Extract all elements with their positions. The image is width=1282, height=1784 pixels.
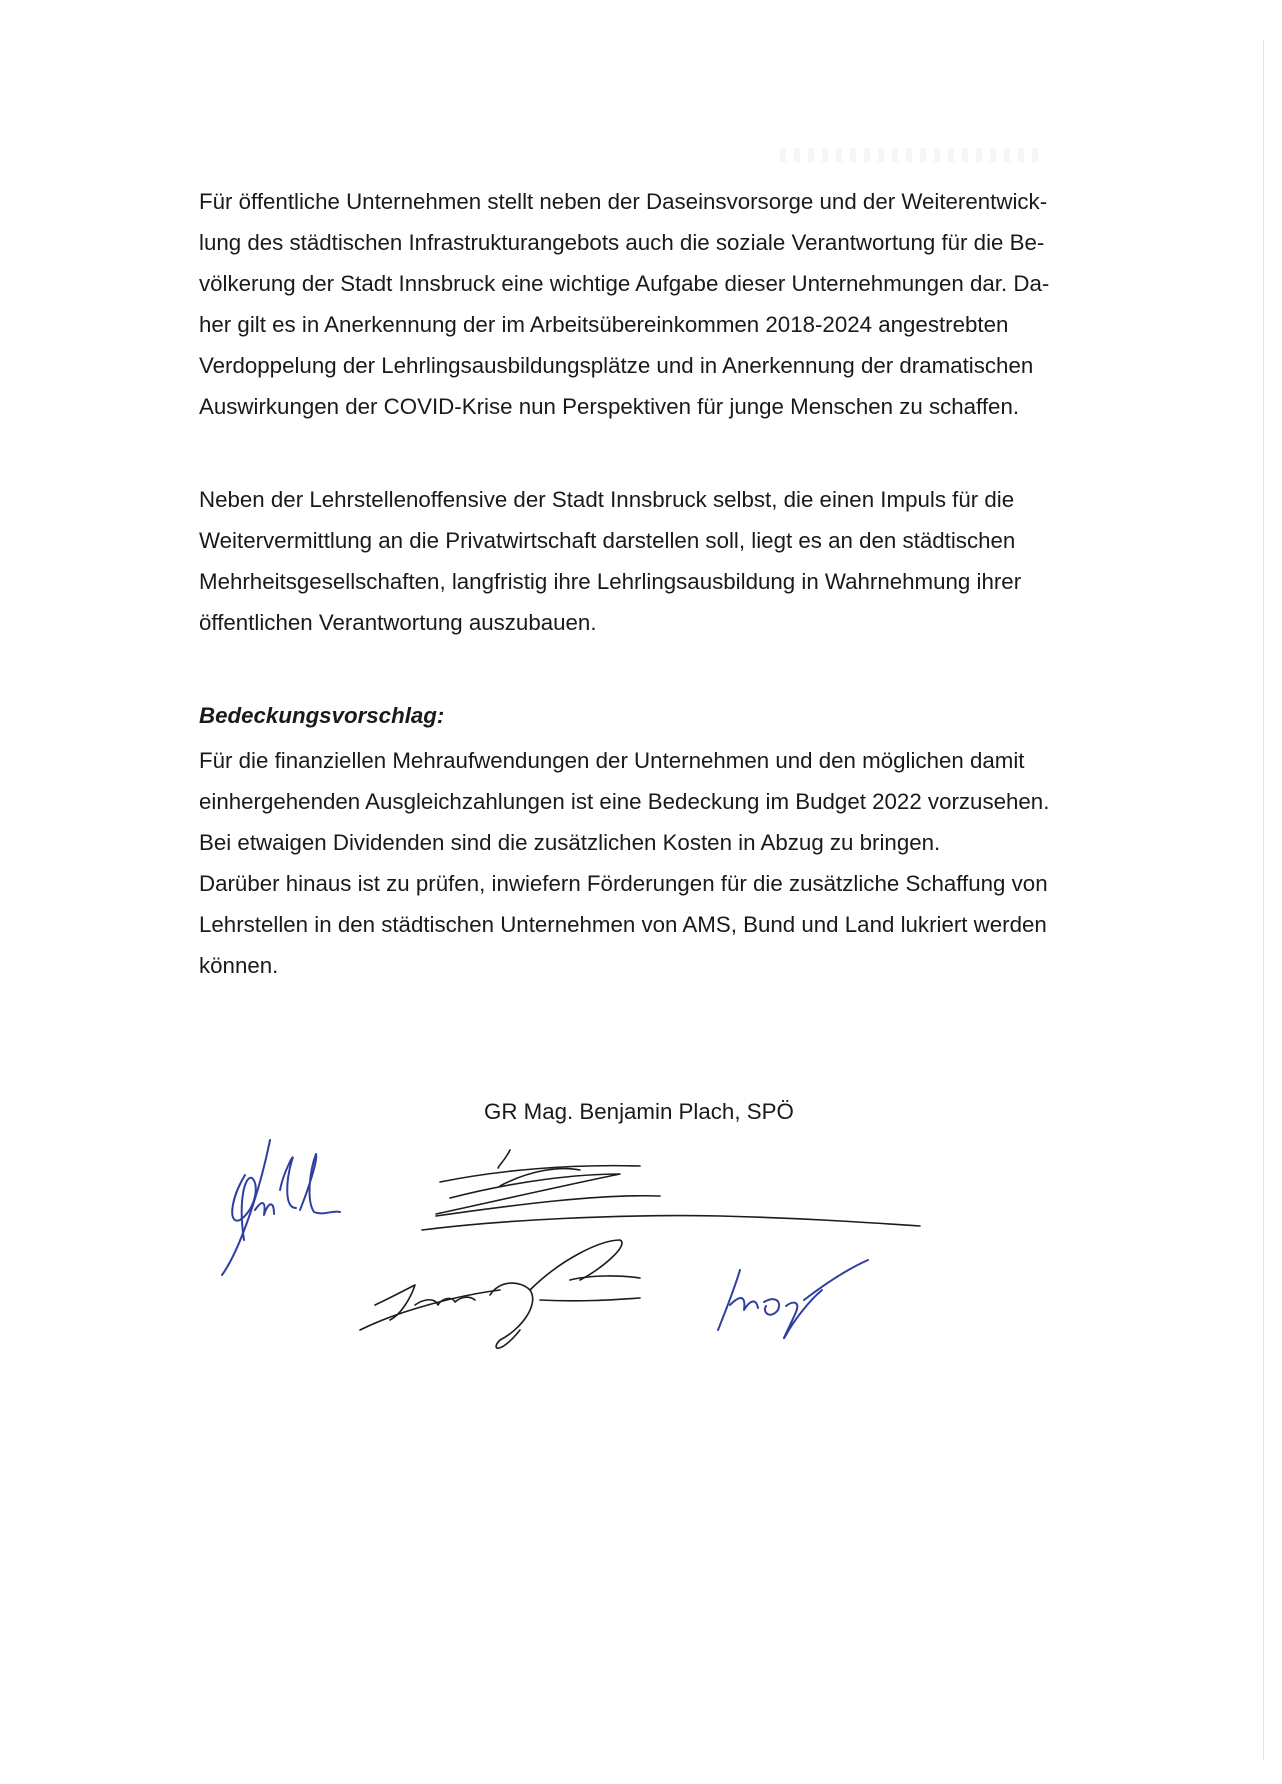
spacer (199, 427, 1097, 479)
signature-blue-right (718, 1260, 868, 1338)
text-line: Neben der Lehrstellenoffensive der Stadt Innsbruck selbst, die einen Impuls für die (199, 487, 1015, 512)
section-heading: Bedeckungsvorschlag: (199, 703, 445, 728)
text-line: Für die finanziellen Mehraufwendungen der Unternehmen und den möglichen damit (199, 748, 1025, 773)
text-line: Für öffentliche Unternehmen stellt neben der Daseinsvorsorge und der Weiterentwick- (199, 189, 1048, 214)
text-line: Verdoppelung der Lehrlingsausbildungsplätze und in Anerkennung der dramatischen (199, 353, 1034, 378)
text-line: Mehrheitsgesellschaften, langfristig ihre Lehrlingsausbildung in Wahrnehmung ihrer (199, 569, 1022, 594)
text-line: völkerung der Stadt Innsbruck eine wichtige Aufgabe dieser Unternehmungen dar. Da- (199, 271, 1050, 296)
text-line: Weitervermittlung an die Privatwirtschaft darstellen soll, liegt es an den städtischen (199, 528, 1016, 553)
handwritten-signatures (200, 1130, 1020, 1400)
text-line: Bei etwaigen Dividenden sind die zusätzlichen Kosten in Abzug zu bringen. (199, 830, 941, 855)
signature-black-middle (422, 1150, 920, 1230)
text-line: öffentlichen Verantwortung auszubauen. (199, 610, 597, 635)
text-line: lung des städtischen Infrastrukturangebots auch die soziale Verantwortung für die Be- (199, 230, 1045, 255)
spacer (199, 643, 1097, 695)
text-line: her gilt es in Anerkennung der im Arbeitsübereinkommen 2018-2024 angestrebten (199, 312, 1009, 337)
signature-blue-left (222, 1140, 340, 1275)
document-body (199, 181, 1097, 986)
text-line: Lehrstellen in den städtischen Unternehmen von AMS, Bund und Land lukriert werden (199, 912, 1047, 937)
scan-artifact (780, 148, 1040, 162)
paragraph-subsidies (199, 863, 1097, 986)
text-line: Darüber hinaus ist zu prüfen, inwiefern Förderungen für die zusätzliche Schaffung von (199, 871, 1048, 896)
text-line: Auswirkungen der COVID-Krise nun Perspektiven für junge Menschen zu schaffen. (199, 394, 1020, 419)
signer-name: GR Mag. Benjamin Plach, SPÖ (484, 1099, 794, 1124)
text-line: können. (199, 953, 279, 978)
paragraph-social-responsibility (199, 181, 1097, 427)
page-edge-line (1263, 40, 1264, 1760)
signature-black-lower (360, 1240, 640, 1348)
paragraph-funding (199, 740, 1097, 863)
text-line: einhergehenden Ausgleichzahlungen ist eine Bedeckung im Budget 2022 vorzusehen. (199, 789, 1050, 814)
paragraph-apprenticeship-offensive (199, 479, 1097, 643)
